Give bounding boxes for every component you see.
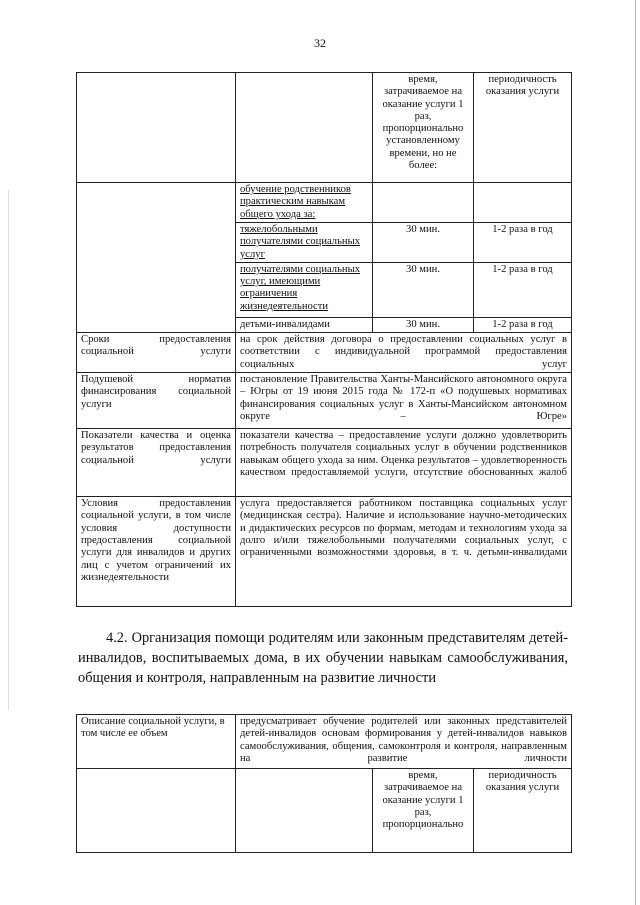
service-description-table (76, 714, 572, 853)
frequency-column-header: периодичность оказания услуги (474, 769, 572, 853)
info-row-label: Подушевой норматив финансирования социальной услуги (77, 373, 236, 429)
empty-cell (236, 769, 373, 853)
service-row-time: 30 мин. (373, 317, 474, 332)
scan-edge-mark (635, 0, 636, 905)
service-row-frequency: 1-2 раза в год (474, 317, 572, 332)
time-column-header: время, затрачиваемое на оказание услуги 1 раз, пропорционально (373, 769, 474, 853)
service-row-label: получателями социальных услуг, имеющими ограничения жизнедеятельности (236, 262, 373, 317)
empty-cell (474, 183, 572, 223)
empty-cell (77, 183, 236, 333)
service-table-continued (76, 72, 572, 607)
service-row-frequency: 1-2 раза в год (474, 262, 572, 317)
section-heading-text: 4.2. Организация помощи родителям или законным представителям детей-инвалидов, воспитываемых дома, в их обучении навыкам самообслуживания, общения и контроля, направленным на развитие личности (78, 630, 568, 686)
empty-cell (77, 73, 236, 183)
empty-cell (236, 73, 373, 183)
info-row-value: на срок действия договора о предоставлении социальных услуг в соответствии с индивидуальной программой предоставления социальных услуг (236, 333, 572, 373)
info-row (77, 497, 572, 607)
service-row-frequency: 1-2 раза в год (474, 223, 572, 263)
info-row-value: постановление Правительства Ханты-Мансийского автономного округа – Югры от 19 июня 2015 года № 172-п «О подушевых нормативах финансирования социальных услуг в Ханты-Мансийском автономном округе – Югре» (236, 373, 572, 429)
description-label: Описание социальной услуги, в том числе ее объем (77, 715, 236, 769)
info-row-label: Условия предоставления социальной услуги, в том числе условия доступности предоставления социальной услуги для инвалидов и других лиц с учетом ограничений их жизнедеятельности (77, 497, 236, 607)
time-column-header: время, затрачиваемое на оказание услуги 1 раз, пропорционально установленному времени, но не более: (373, 73, 474, 183)
training-intro: обучение родственников практическим навыкам общего ухода за: (236, 183, 373, 223)
page-number: 32 (314, 36, 326, 50)
info-row (77, 373, 572, 429)
scan-edge-dots (8, 190, 9, 710)
empty-cell (373, 183, 474, 223)
description-text: предусматривает обучение родителей или законных представителей детей-инвалидов основам формирования у детей-инвалидов навыков самообслуживания, общения, самоконтроля и контроля, направленным на развитие личности (236, 715, 572, 769)
empty-cell (77, 769, 236, 853)
info-row (77, 333, 572, 373)
service-row-label: тяжелобольными получателями социальных услуг (236, 223, 373, 263)
info-row-value: услуга предоставляется работником поставщика социальных услуг (медицинская сестра). Наличие и использование научно-методических и дидактических ресурсов по формам, методам и технологиям ухода за долго и/или тяжелобольными получателями социальных услуг, с ограниченными возможностями здоровья, в т. ч. детьми-инвалидами (236, 497, 572, 607)
info-row (77, 429, 572, 497)
service-row-time: 30 мин. (373, 223, 474, 263)
info-row-label: Сроки предоставления социальной услуги (77, 333, 236, 373)
info-row-label: Показатели качества и оценка результатов предоставления социальной услуги (77, 429, 236, 497)
frequency-column-header: периодичность оказания услуги (474, 73, 572, 183)
info-row-value: показатели качества – предоставление услуги должно удовлетворить потребность получателя социальных услуг в обучении родственников навыкам общего ухода за ним. Оценка результатов – удовлетворенность качеством предоставляемой услуги, отсутствие обоснованных жалоб (236, 429, 572, 497)
section-heading (78, 628, 568, 688)
service-row-label: детьми-инвалидами (236, 317, 373, 332)
service-row-time: 30 мин. (373, 262, 474, 317)
